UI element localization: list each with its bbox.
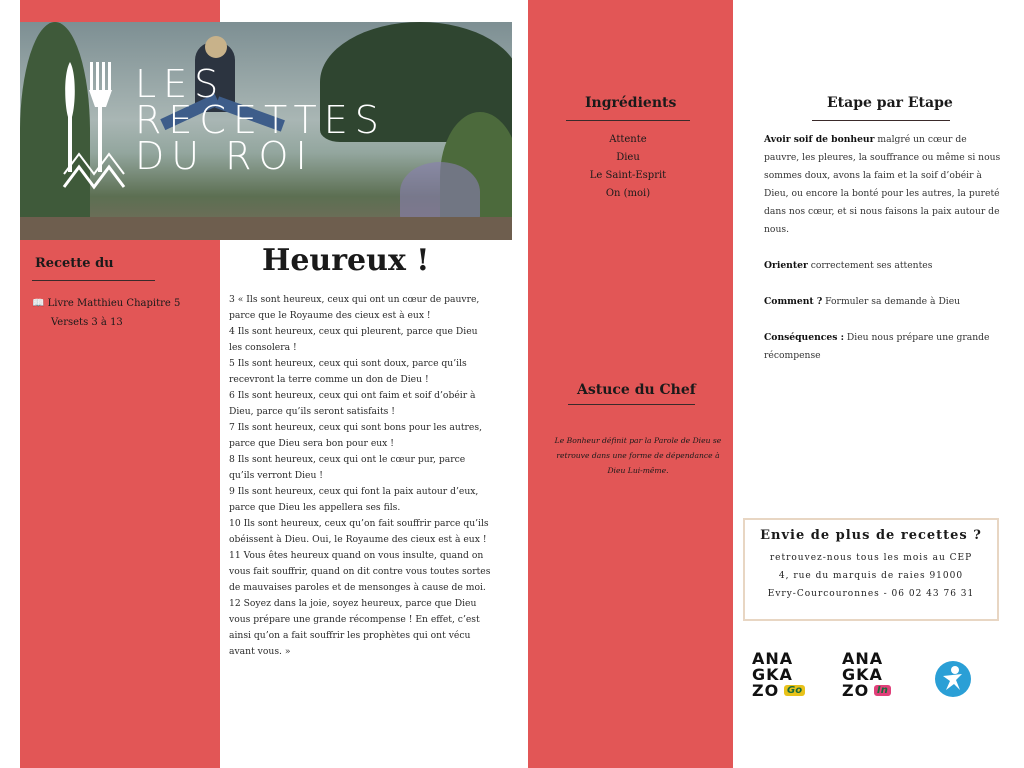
book-reference [32, 294, 180, 332]
ingredient-item: Le Saint-Esprit [589, 170, 667, 181]
verse-8: 8 Ils sont heureux, ceux qui ont le cœur pur, parce qu’ils verront Dieu ! [229, 454, 466, 481]
person-circle-icon [934, 660, 972, 698]
promo-title: Envie de plus de recettes ? [760, 528, 982, 543]
brand-wordmark: ANA GKA ZO [752, 649, 794, 700]
verse-12: 12 Soyez dans la joie, soyez heureux, parce que Dieu vous prépare une grande récompense ! En effet, c’est ainsi qu’on a fait souffrir les prophètes qui ont vécu avant vous. » [229, 598, 480, 657]
step-label: Orienter [764, 260, 808, 271]
fork-knife-icon [62, 62, 132, 192]
verse-5: 5 Ils sont heureux, ceux qui sont doux, parce qu’ils recevront la terre comme un don de Dieu ! [229, 358, 467, 385]
verse-11: 11 Vous êtes heureux quand on vous insulte, quand on vous fait souffrir, quand on dit contre vous toutes sortes de mauvaises paroles et de mensonges à cause de moi. [229, 550, 491, 593]
promo-line-3: Evry-Courcouronnes - 06 02 43 76 31 [767, 589, 975, 599]
step-label: Avoir soif de bonheur [764, 134, 875, 145]
astuce-text: Le Bonheur définit par la Parole de Dieu se retrouve dans une forme de dépendance à Dieu Lui-même. [554, 436, 722, 475]
step-label: Comment ? [764, 296, 823, 307]
ingredients-rule [566, 120, 690, 121]
verse-7: 7 Ils sont heureux, ceux qui sont bons pour les autres, parce que Dieu sera bon pour eux ! [229, 422, 482, 449]
recette-heading: Recette du [35, 256, 114, 271]
step-item [764, 329, 1002, 365]
step-text: Formuler sa demande à Dieu [822, 296, 961, 307]
anagkazo-in-logo [842, 651, 902, 709]
ingredients-heading: Ingrédients [585, 95, 677, 111]
hero-photo [20, 22, 512, 240]
promo-line-1: retrouvez-nous tous les mois au CEP [769, 553, 973, 563]
ingredient-item: Attente [609, 134, 647, 145]
book-icon: 📖 [32, 298, 45, 309]
brand-wordmark: ANA GKA ZO [842, 649, 884, 700]
ingredient-item: On (moi) [605, 188, 651, 199]
step-item [764, 293, 1002, 311]
brand-badge: Go [784, 685, 805, 696]
verse-9: 9 Ils sont heureux, ceux qui font la paix autour d’eux, parce que Dieu les appellera ses fils. [229, 486, 479, 513]
brand-badge: In [874, 685, 891, 696]
book-line-2: Versets 3 à 13 [51, 317, 123, 328]
etapes-rule [812, 120, 950, 121]
astuce-rule [568, 404, 695, 405]
step-label: Conséquences : [764, 332, 844, 343]
logo-title: LES RECETTES DU ROI [135, 62, 386, 178]
verse-4: 4 Ils sont heureux, ceux qui pleurent, parce que Dieu les consolera ! [229, 326, 478, 353]
promo-box [743, 518, 999, 621]
step-text: malgré un cœur de pauvre, les pleures, la souffrance ou même si nous sommes doux, avons la faim et la soif d’obéir à Dieu, ou encore la bonté pour les autres, la pureté dans nos cœur, et si nous faisons la paix autour de nous. [764, 134, 1001, 235]
ingredient-item: Dieu [616, 152, 640, 163]
recette-rule [32, 280, 155, 281]
step-item [764, 257, 1002, 275]
step-item [764, 131, 1002, 239]
etapes-list [764, 131, 1002, 383]
verses-block [229, 292, 491, 660]
book-line-1: Livre Matthieu Chapitre 5 [47, 298, 181, 309]
etapes-heading: Etape par Etape [827, 95, 953, 111]
promo-line-2: 4, rue du marquis de raies 91000 [778, 571, 964, 581]
anagkazo-go-logo [752, 651, 812, 709]
verse-10: 10 Ils sont heureux, ceux qu’on fait souffrir parce qu’ils obéissent à Dieu. Oui, le Royaume des cieux est à eux ! [229, 518, 489, 545]
astuce-heading: Astuce du Chef [577, 382, 696, 398]
verse-3: 3 « Ils sont heureux, ceux qui ont un cœur de pauvre, parce que le Royaume des cieux est à eux ! [229, 294, 480, 321]
ingredients-list [540, 131, 716, 203]
step-text: correctement ses attentes [807, 260, 933, 271]
step-text: Dieu nous prépare une grande récompense [764, 332, 990, 361]
main-title: Heureux ! [262, 243, 430, 278]
verse-6: 6 Ils sont heureux, ceux qui ont faim et soif d’obéir à Dieu, parce qu’ils seront satisfaits ! [229, 390, 476, 417]
